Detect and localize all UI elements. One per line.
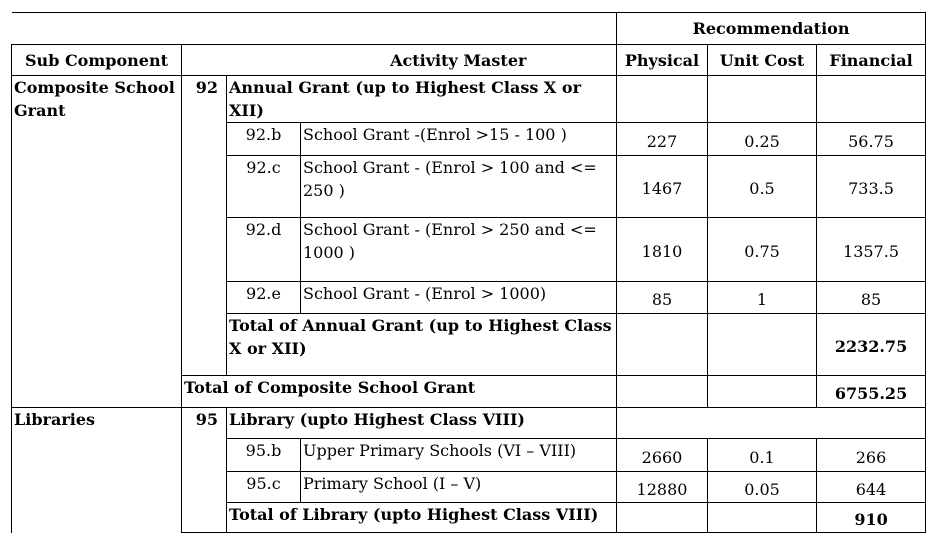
recommendation-table bbox=[11, 12, 926, 533]
physical-value: 2660 bbox=[617, 439, 708, 472]
recommendation-header: Recommendation bbox=[617, 13, 926, 45]
unit-cost-value: 1 bbox=[708, 282, 817, 314]
activity-code: 95 bbox=[182, 408, 227, 503]
sub-activity-code: 95.c bbox=[227, 472, 301, 503]
unit-cost-value: 0.5 bbox=[708, 156, 817, 218]
physical-value: 227 bbox=[617, 123, 708, 156]
unit-cost-cell bbox=[708, 408, 817, 439]
activity-total-label: Total of Annual Grant (up to Highest Class X or XII) bbox=[227, 314, 617, 376]
unit-cost-value: 0.75 bbox=[708, 218, 817, 282]
physical-cell bbox=[617, 408, 708, 439]
activity-row bbox=[12, 76, 926, 123]
sub-activity-code: 95.b bbox=[227, 439, 301, 472]
header-blank bbox=[12, 13, 617, 45]
financial-value: 1357.5 bbox=[817, 218, 926, 282]
physical-cell bbox=[617, 503, 708, 533]
sub-activity-name: School Grant - (Enrol > 250 and <= 1000 ) bbox=[301, 218, 617, 282]
sub-component-cell: Composite School Grant bbox=[12, 76, 182, 408]
activity-total-financial: 910 bbox=[817, 503, 926, 533]
sub-component-cell: Libraries bbox=[12, 408, 182, 533]
sub-activity-name: School Grant - (Enrol > 100 and <= 250 ) bbox=[301, 156, 617, 218]
financial-value: 56.75 bbox=[817, 123, 926, 156]
financial-value: 733.5 bbox=[817, 156, 926, 218]
physical-cell bbox=[617, 76, 708, 123]
activity-total-label: Total of Library (upto Highest Class VIII) bbox=[227, 503, 617, 533]
sub-activity-name: Upper Primary Schools (VI – VIII) bbox=[301, 439, 617, 472]
unit-cost-value: 0.05 bbox=[708, 472, 817, 503]
financial-value: 644 bbox=[817, 472, 926, 503]
sub-activity-name: School Grant - (Enrol > 1000) bbox=[301, 282, 617, 314]
physical-value: 12880 bbox=[617, 472, 708, 503]
unit-cost-cell bbox=[708, 376, 817, 408]
component-total-financial: 6755.25 bbox=[817, 376, 926, 408]
activity-title: Annual Grant (up to Highest Class X or XII) bbox=[227, 76, 617, 123]
header-code-blank bbox=[182, 45, 227, 76]
unit-cost-value: 0.25 bbox=[708, 123, 817, 156]
activity-title: Library (upto Highest Class VIII) bbox=[227, 408, 617, 439]
activity-code-blank bbox=[182, 503, 227, 533]
unit-cost-cell bbox=[708, 76, 817, 123]
physical-header: Physical bbox=[617, 45, 708, 76]
sub-activity-code: 92.c bbox=[227, 156, 301, 218]
financial-cell bbox=[817, 76, 926, 123]
sub-activity-name: School Grant -(Enrol >15 - 100 ) bbox=[301, 123, 617, 156]
header-row-top bbox=[12, 13, 926, 45]
physical-cell bbox=[617, 376, 708, 408]
financial-value: 266 bbox=[817, 439, 926, 472]
financial-value: 85 bbox=[817, 282, 926, 314]
sub-activity-code: 92.b bbox=[227, 123, 301, 156]
component-total-label: Total of Composite School Grant bbox=[182, 376, 617, 408]
unit-cost-cell bbox=[708, 314, 817, 376]
header-subcode-blank bbox=[227, 45, 301, 76]
activity-code: 92 bbox=[182, 76, 227, 376]
unit-cost-header: Unit Cost bbox=[708, 45, 817, 76]
activity-total-financial: 2232.75 bbox=[817, 314, 926, 376]
physical-value: 1467 bbox=[617, 156, 708, 218]
financial-header: Financial bbox=[817, 45, 926, 76]
physical-cell bbox=[617, 314, 708, 376]
sub-activity-code: 92.e bbox=[227, 282, 301, 314]
header-row bbox=[12, 45, 926, 76]
activity-row bbox=[12, 408, 926, 439]
physical-value: 1810 bbox=[617, 218, 708, 282]
unit-cost-cell bbox=[708, 503, 817, 533]
financial-cell bbox=[817, 408, 926, 439]
unit-cost-value: 0.1 bbox=[708, 439, 817, 472]
sub-activity-name: Primary School (I – V) bbox=[301, 472, 617, 503]
sub-activity-code: 92.d bbox=[227, 218, 301, 282]
physical-value: 85 bbox=[617, 282, 708, 314]
activity-master-header: Activity Master bbox=[301, 45, 617, 76]
sub-component-header: Sub Component bbox=[12, 45, 182, 76]
